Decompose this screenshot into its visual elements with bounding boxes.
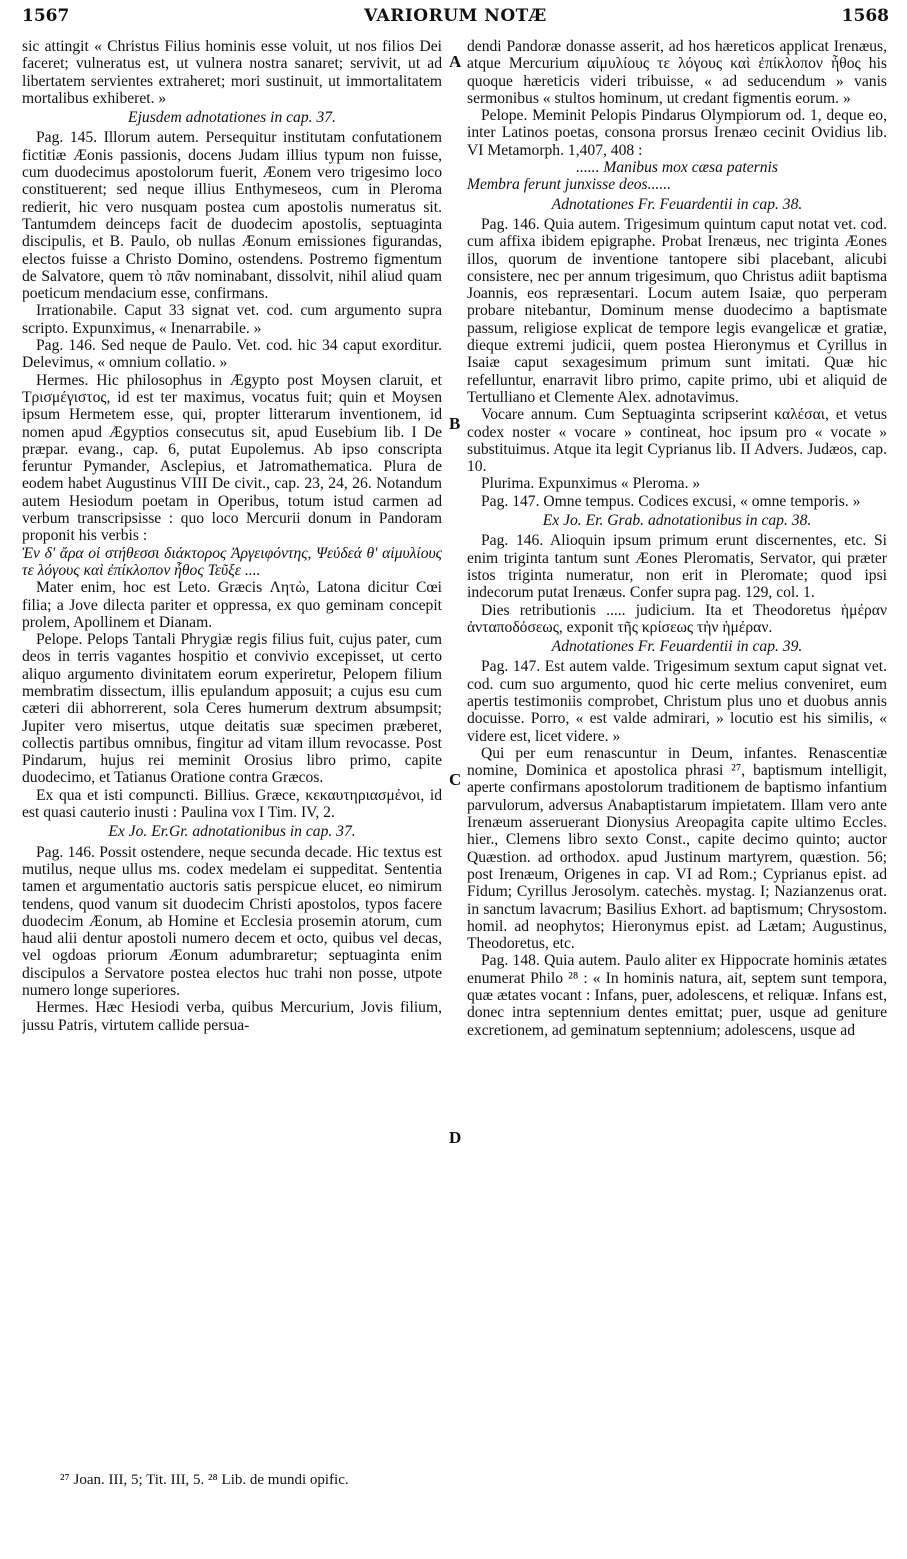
margin-letter-c: C xyxy=(449,770,462,789)
note-paragraph: Pelope. Pelops Tantali Phrygiæ regis filius fuit, cujus pater, cum deos in terris vagantes hospitio et convivio excepisset, ut certo aliquo argumento divinitatem eorum experiretur, Pelopem filium membratim dissectum, illis epulandum apposuit; a cujus esu cum cæteri dii abhorrerent, sola Ceres humerum dextrum absumpsit; Jupiter vero misertus, utque deitatis suæ specimen præberet, collectis partibus omnibus, fingitur ad vitam illum revocasse. Post Pindarum, hujus rei meminit Orosius libro primo, capite duodecimo, et Tatianus Oratione contra Græcos. xyxy=(22,631,442,787)
note-paragraph: Irrationabile. Caput 33 signat vet. cod. cum argumento supra scripto. Expunximus, « Inenarrabile. » xyxy=(22,302,442,337)
note-paragraph: Pag. 145. Illorum autem. Persequitur institutam confutationem fictitiæ Æonis passionis, docens Judam illius typum non fuisse, cum duodecimus apostolorum fuerit, Æonem vero trigesimo loco constituerent; sed neque illius Enthymeseos, cum in Pleroma redierit, hic vero nusquam postea cum apostolis numeratus sit. Tantumdem deinceps facit de duodecim apostolis, septuaginta discipulis, et B. Paulo, ob nullas Æonum emissiones figurandas, electos fuisse a Christo Domino, ostendens. Postremo figmentum de Salvatore, quem τὸ πᾶν nominabant, dissolvit, nihil aliud quam poeticum mendacium esse, confirmans. xyxy=(22,129,442,303)
note-paragraph: Pag. 148. Quia autem. Paulo aliter ex Hippocrate hominis ætates enumerat Philo ²⁸ : « In hominis natura, ait, septem sunt tempora, quæ ætates vocant : Infans, puer, adolescens, et reliquæ. Infans est, donec intra septennium dentes emittat; puer, usque ad geniture excretionem, ad geminatum septennium; adolescens, usque ad xyxy=(467,952,887,1039)
page-header xyxy=(22,6,889,32)
margin-letter-b: B xyxy=(449,414,461,433)
note-paragraph: Pelope. Meminit Pelopis Pindarus Olympiorum od. 1, deque eo, inter Latinos poetas, consona prorsus Irenæo cecinit Ovidius lib. VI Metamorph. 1,407, 408 : xyxy=(467,107,887,159)
verse-line: Membra ferunt junxisse deos...... xyxy=(467,176,671,194)
note-paragraph: Pag. 147. Est autem valde. Trigesimum sextum caput signat vet. cod. cum suo argumento, quod hic certe melius conveniret, eum apertis testimoniis comprobet, Christum plus uno et duobus annis docuisse. Porro, « est valde admirari, » locutio est his similis, « videre est, licet videre. » xyxy=(467,658,887,745)
note-paragraph: Pag. 146. Possit ostendere, neque secunda decade. Hic textus est mutilus, neque ullus ms. codex medelam ei suppeditat. Sententia tamen et argumentatio auctoris satis perspicue elucet, eo nimirum tendens, quod vanum sit duodecim Christi apostolos, typos facere duodecim Æonum, ab Homine et Ecclesia prosemin atorum, cum haud alii dentur apostoli numero decem et octo, quibus vel decas, vel ogdoas priorum Æonum adumbraretur; septuaginta enim discipulos a Servatore postea electos huc trahi non posse, utpote numero longe superiores. xyxy=(22,843,442,1000)
right-column xyxy=(467,38,887,1468)
note-paragraph: Pag. 146. Alioquin ipsum primum erunt discernentes, etc. Si enim triginta tantum sunt Æones Pleromatis, Servator, qui præter istos triginta numeratur, non erit in Pleromate; quod ipsi indecorum putat Irenæus. Confer supra pag. 129, col. 1. xyxy=(467,532,887,602)
continued-paragraph: sic attingit « Christus Filius hominis esse voluit, ut nos filios Dei faceret; vulneratus est, ut vulnera nostra sanaret; servivit, ut ad libertatem servientes extraheret; mori sustinuit, ut immortalitatem mortalibus exhiberet. » xyxy=(22,38,442,107)
left-column xyxy=(22,38,442,1468)
note-paragraph: Hermes. Hic philosophus in Ægypto post Moysen claruit, et Τρισμέγιστος, id est ter maximus, vocatus fuit; quin et Moysen ipsum Hermetem esse, qui, propter litterarum inventionem, id nomen apud Ægyptios consecutus sit, apud Eusebium lib. I De præpar. evang., cap. 6, putat Eupolemus. Ab ipso conscripta feruntur Pymander, Asclepius, et Jatromathematica. Plura de eodem habet Augustinus VIII De civit., cap. 23, 24, 26. Notandum autem Hesiodum poetam in Operibus, totum istud carmen ad verbum transcripsisse : quo loco Mercurii donum in Pandoram proponit his verbis : xyxy=(22,371,442,545)
margin-letter-d: D xyxy=(449,1128,462,1147)
note-paragraph: Mater enim, hoc est Leto. Græcis Λητὼ, Latona dicitur Cœi filia; a Jove dilecta pariter et oppressa, ex quo geminam concepit prolem, Apollinem et Dianam. xyxy=(22,579,442,631)
verse-line: ...... Manibus mox cæsa paternis xyxy=(576,159,778,177)
note-paragraph: Pag. 147. Omne tempus. Codices excusi, « omne temporis. » xyxy=(481,492,861,510)
note-paragraph: Qui per eum renascuntur in Deum, infantes. Renascentiæ nomine, Dominica et apostolica phrasi ²⁷, baptismum intelligit, aperte confirmans apostolorum traditionem de baptismo infantium parvulorum, adversus Anabaptistarum impietatem. Illam vero ante Irenæum asseruerant Dionysius Areopagita capite ultimo Eccles. hier., Clemens libro sexto Const., capite decimo quinto; auctor Quæstion. ad orthodox. apud Justinum martyrem, quæstion. 56; post Irenæum, Origenes in cap. VI ad Rom.; Cyprianus epist. ad Fidum; Cyrillus Jerosolym. catechès. mystag. I; Nazianzenus orat. in sanctum lavacrum; Basilius Exhort. ad baptismum; Chrysostom. homil. ad neophytos; Hieronymus epist. ad Lætam; Augustinus, Theodoretus, etc. xyxy=(467,744,887,953)
footnotes: ²⁷ Joan. III, 5; Tit. III, 5. ²⁸ Lib. de mundi opific. xyxy=(60,1472,349,1488)
margin-letter-a: A xyxy=(449,52,462,71)
note-paragraph: Pag. 146. Sed neque de Paulo. Vet. cod. hic 34 caput exorditur. Delevimus, « omnium collatio. » xyxy=(22,337,442,372)
section-heading: Adnotationes Fr. Feuardentii in cap. 38. xyxy=(551,195,803,213)
page-number-left: 1567 xyxy=(22,6,70,26)
note-paragraph: Vocare annum. Cum Septuaginta scripserint καλέσαι, et vetus codex noster « vocare » contineat, hoc ipsum pro « vocate » substituimus. Atque ita legit Cyprianus lib. II Advers. Judæos, cap. 10. xyxy=(467,406,887,476)
section-heading: Ex Jo. Er.Gr. adnotationibus in cap. 37. xyxy=(108,823,356,841)
note-paragraph: Plurima. Expunximus « Pleroma. » xyxy=(481,475,701,493)
greek-verse: Ἐν δ' ἄρα οἱ στήθεσσι διάκτορος Ἀργειφόντης, Ψεύδεά θ' αἱμυλίους τε λόγους καὶ ἐπίκλοπον ἦθος Τεῦξε .... xyxy=(22,544,442,579)
section-heading: Adnotationes Fr. Feuardentii in cap. 39. xyxy=(551,638,803,656)
note-paragraph: Pag. 146. Quia autem. Trigesimum quintum caput notat vet. cod. cum affixa ibidem epigraphe. Probat Irenæus, nec triginta Æones illos, quorum de inventione tantopere sibi placebant, alicubi consistere, nec per annum trigesimum, quo Christus adiit baptisma Joannis, eos repræsentari. Locum autem Isaiæ, quo perperam probare nitebantur, Dominum mense duodecimo a baptismate passum, religiose explicat de tempore legis evangelicæ et gratiæ, dieque extremi judicii, quem postea Hieronymus et Cyrillus in Isaiæ caput sexagesimum primum sunt imitati. Quæ hic refelluntur, enarravit libro primo, capite primo, ubi et aliquid de Tertulliano et Clemente Alex. adnotavimus. xyxy=(467,215,887,406)
running-title: VARIORUM NOTÆ xyxy=(364,6,547,26)
note-paragraph: Ex qua et isti compuncti. Billius. Græce, κεκαυτηριασμένοι, id est quasi cauterio inusti : Paulina vox I Tim. IV, 2. xyxy=(22,786,442,822)
section-heading: Ejusdem adnotationes in cap. 37. xyxy=(128,109,336,127)
page-number-right: 1568 xyxy=(841,6,889,26)
section-heading: Ex Jo. Er. Grab. adnotationibus in cap. 38. xyxy=(542,512,812,530)
note-paragraph: Dies retributionis ..... judicium. Ita et Theodoretus ἡμέραν ἀνταποδόσεως, exponit τῆς κρίσεως τὴν ἡμέραν. xyxy=(467,601,887,636)
continued-paragraph: dendi Pandoræ donasse asserit, ad hos hæreticos applicat Irenæus, atque Mercurium αἱμυλίους τε λόγους καὶ ἐπίκλοπον ἦθος his quoque hæreticis videri tribuisse, « ad seducendum » vanis sermonibus « stultos hominum, ut credant figmentis eorum. » xyxy=(467,38,887,107)
note-paragraph: Hermes. Hæc Hesiodi verba, quibus Mercurium, Jovis filium, jussu Patris, virtutem callide persua- xyxy=(22,999,442,1034)
